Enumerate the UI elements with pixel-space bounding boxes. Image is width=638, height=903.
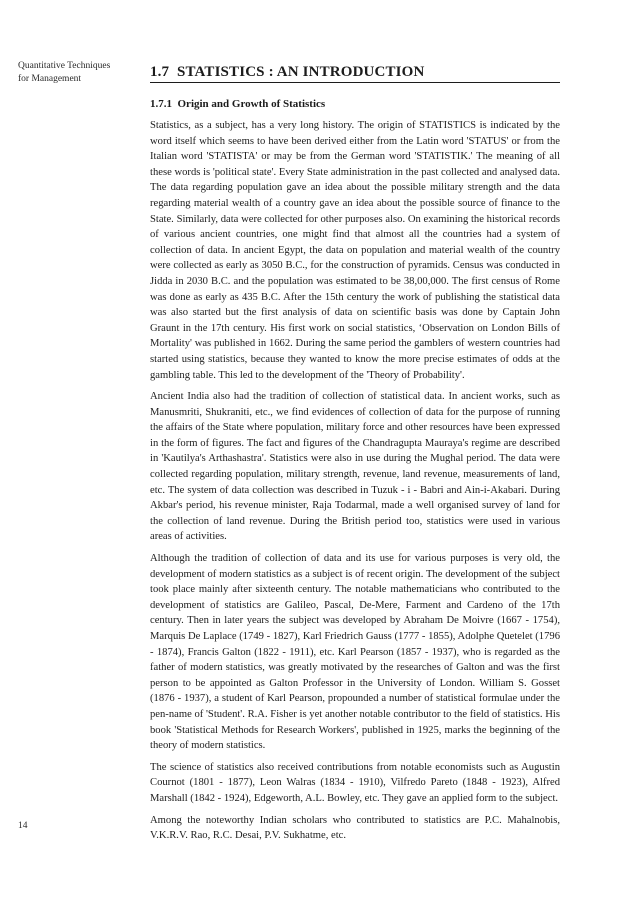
section-title-text: STATISTICS : AN INTRODUCTION [177,64,425,80]
running-head-line-1: Quantitative Techniques [18,61,111,71]
page-number: 14 [18,821,28,831]
body-content [150,97,560,850]
subsection-title-text: Origin and Growth of Statistics [177,98,326,110]
running-head [18,60,133,86]
paragraph-modern-statistics: Although the tradition of collection of data and its use for various purposes is very old, the development of modern statistics as a subject is of recent origin. The development of the subject took place mainly after sixteenth century. The notable mathematicians who contributed to the development of statistics are Galileo, Pascal, De-Mere, Farment and Cardeno of the 17th century. Then in later years the subject was developed by Abraham De Moivre (1667 - 1754), Marquis De Laplace (1749 - 1827), Karl Friedrich Gauss (1777 - 1855), Adolphe Quetelet (1796 - 1874), Francis Galton (1822 - 1911), etc. Karl Pearson (1857 - 1937), who is regarded as the father of modern statistics, was greatly motivated by the researches of Galton and was the first person to be appointed as Galton Professor in the University of London. William S. Gosset (1876 - 1937), a student of Karl Pearson, propounded a number of statistical formulae under the pen-name of 'Student'. R.A. Fisher is yet another notable contributor to the field of statistics. His book 'Statistical Methods for Research Workers', published in 1925, marks the beginning of the theory of modern statistics. [150,553,560,752]
paragraph-ancient-india: Ancient India also had the tradition of collection of statistical data. In ancient works, such as Manusmriti, Shukraniti, etc., we find evidences of collection of data for the purpose of running the affairs of the State where population, military force and other resources have been expressed in the form of figures. The fact and figures of the Chandragupta Mauraya's regime are described in 'Kautilya's Arthashastra'. Statistics were also in use during the Mughal period. The data were collected regarding population, military strength, revenue, land revenue, measurements of land, etc. The system of data collection was described in Tuzuk - i - Babri and Ain-i-Akabari. During Akbar's period, his revenue minister, Raja Todarmal, made a well organised survey of land for the collection of land revenue. During the British period too, statistics were used in various areas of activities. [150,391,560,543]
running-head-line-2: for Management [18,74,82,84]
section-title [150,63,560,83]
paragraph-origin: Statistics, as a subject, has a very long history. The origin of STATISTICS is indicated by the word itself which seems to have been derived either from the Latin word 'STATUS' or from the Italian word 'STATISTA' or may be from the German word 'STATISTIK.' The meaning of all these words is 'political state'. Every State administration in the past collected and analysed data. The data regarding population gave an idea about the possible military strength and the data regarding material wealth of a country gave an idea about the possible source of finance to the State. Similarly, data were collected for other purposes also. On examining the historical records of various ancient countries, one might find that almost all the countries had a system of collection of data. In ancient Egypt, the data on population and material wealth of the country were collected as early as 3050 B.C., for the construction of pyramids. Census was conducted in Jidda in 2030 B.C. and the population was estimated to be 38,00,000. The first census of Rome was done as early as 435 B.C. After the 15th century the work of publishing the statistical data was also started but the first analysis of data on scientific basis was done by Captain John Graunt in the 17th century. His first work on social statistics, ‘Observation on London Bills of Mortality' was published in 1662. During the same period the gamblers of western countries had started using statistics, because they wanted to know the more precise estimates of odds at the gambling table. This led to the development of the 'Theory of Probability'. [150,120,560,381]
subsection-title [150,97,560,112]
paragraph-economists: The science of statistics also received contributions from notable economists such as Augustin Cournot (1801 - 1877), Leon Walras (1834 - 1910), Vilfredo Pareto (1848 - 1923), Alfred Marshall (1842 - 1924), Edgeworth, A.L. Bowley, etc. They gave an applied form to the subject. [150,761,560,804]
section-number: 1.7 [150,64,170,80]
paragraph-indian-scholars: Among the noteworthy Indian scholars who contributed to statistics are P.C. Mahalnobis, V.K.R.V. Rao, R.C. Desai, P.V. Sukhatme, etc. [150,814,560,842]
subsection-number: 1.7.1 [150,98,172,110]
